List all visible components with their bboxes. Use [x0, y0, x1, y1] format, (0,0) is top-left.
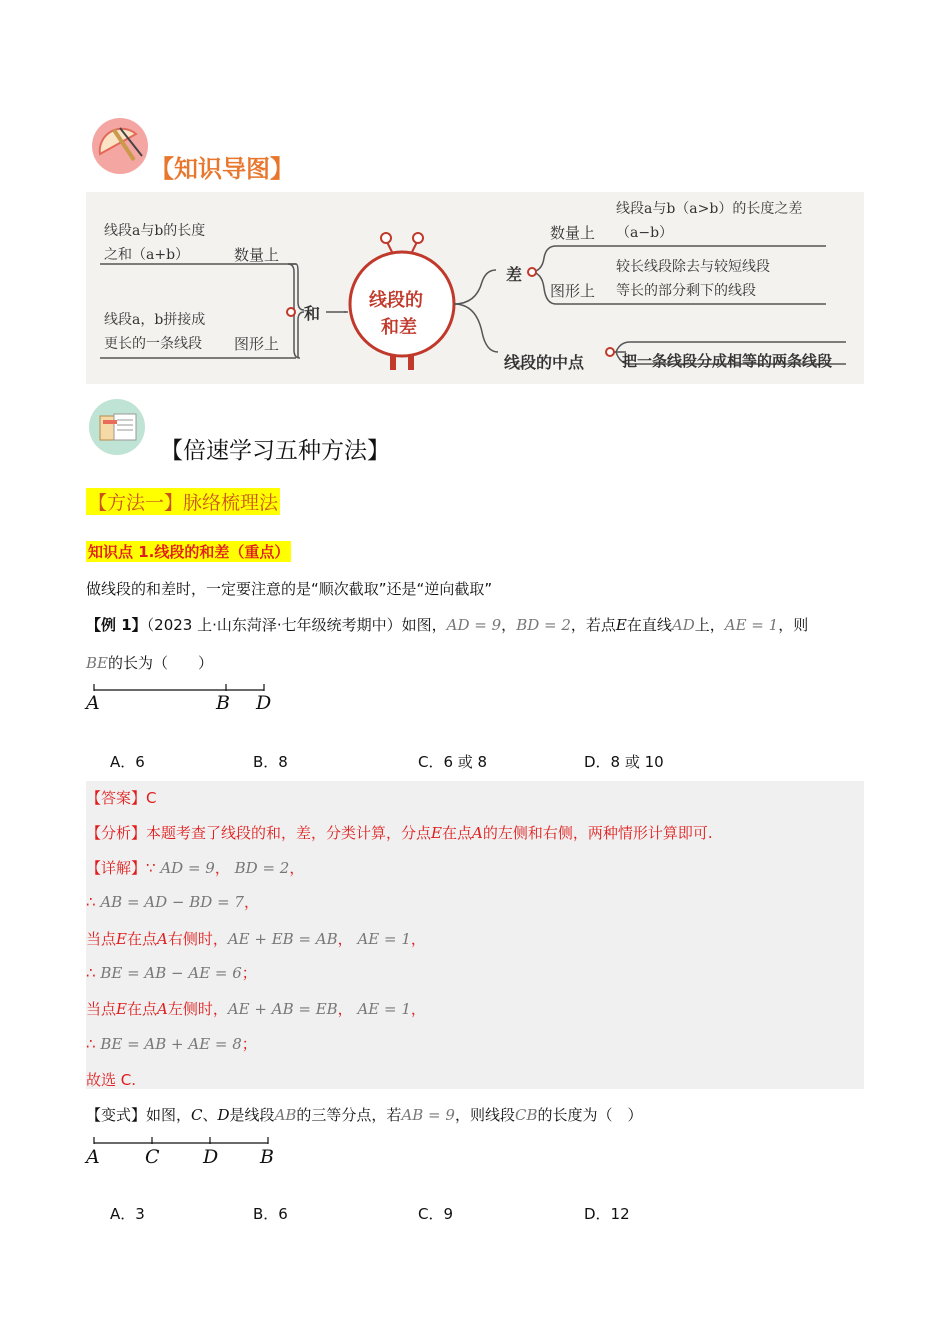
- mind-map: [86, 192, 864, 384]
- example1-option-d[interactable]: D．8 或 10: [584, 753, 664, 771]
- label-d: D: [256, 692, 272, 714]
- mm-left-top-line1: 线段a与b的长度: [104, 223, 206, 239]
- variant-point-d: D: [217, 1106, 230, 1124]
- therefore-symbol: ∴: [86, 964, 96, 982]
- knowledge-point-1: 知识点 1.线段的和差（重点）: [88, 543, 290, 561]
- variant-text4: 的长度为（ ）: [537, 1106, 643, 1124]
- detail-line: [86, 857, 304, 878]
- comma: ，: [410, 930, 426, 948]
- variant-text1: 是线段: [229, 1106, 275, 1124]
- mm-left-bottom-line1: 线段a，b拼接成: [104, 312, 206, 328]
- variant-prefix: 【变式】如图，: [86, 1106, 192, 1124]
- example1-option-a[interactable]: A．6: [110, 753, 145, 771]
- therefore-symbol: ∴: [86, 893, 96, 911]
- mm-right-mid-tag: 图形上: [550, 282, 596, 300]
- case1-text-a: 当点: [86, 930, 117, 948]
- comma: ，: [214, 859, 230, 877]
- example1-line1: [86, 614, 808, 635]
- analysis-point-a: A: [472, 824, 483, 842]
- example1-option-c[interactable]: C．6 或 8: [418, 753, 488, 771]
- variant-math-ab: AB: [274, 1106, 297, 1124]
- comma: ，: [243, 893, 259, 911]
- case2-point-a: A: [156, 1000, 168, 1018]
- final-choice: 故选 C.: [86, 1071, 137, 1089]
- semicolon: ；: [241, 964, 257, 982]
- example1-text6: 的长为（ ）: [107, 654, 213, 672]
- label-b: B: [216, 692, 230, 714]
- mm-right-mid-line2: 等长的部分剩下的线段: [616, 283, 756, 299]
- analysis-text-b: 在点: [441, 824, 472, 842]
- detail-ab-line: [86, 891, 259, 912]
- analysis-line: [86, 822, 713, 843]
- knowledge-map-title: 【知识导图】: [150, 155, 294, 183]
- example1-prefix: 【例 1】: [86, 616, 147, 634]
- case1-text-c: 右侧时，: [167, 930, 228, 948]
- answer-tag: 【答案】: [86, 789, 147, 807]
- variant-text3: ，则线段: [454, 1106, 515, 1124]
- detail-tag: 【详解】: [86, 859, 147, 877]
- analysis-point-e: E: [431, 824, 442, 842]
- example1-option-b[interactable]: B．8: [253, 753, 288, 771]
- detail-ad: AD = 9: [160, 859, 215, 877]
- mm-midpoint-desc: 把一条线段分成相等的两条线段: [622, 352, 833, 370]
- separator: 、: [202, 1106, 218, 1124]
- math-bd: BD = 2: [516, 616, 571, 634]
- result1: BE = AB − AE = 6: [100, 964, 242, 982]
- case1-line: [86, 928, 426, 949]
- case1-text-b: 在点: [126, 930, 157, 948]
- answer-line: [86, 787, 157, 808]
- protractor-icon: [90, 116, 150, 176]
- point-e: E: [615, 616, 627, 634]
- mm-and-label: 和: [304, 304, 321, 323]
- math-be: BE: [86, 654, 108, 672]
- variant-option-c[interactable]: C．9: [418, 1205, 454, 1223]
- example1-text5: ，则: [778, 616, 809, 634]
- mm-diff-label: 差: [506, 265, 523, 284]
- label-a: A: [86, 1146, 100, 1168]
- comma: ，: [337, 1000, 353, 1018]
- notebook-icon: [88, 398, 146, 456]
- detail-ab: AB = AD − BD = 7: [100, 893, 244, 911]
- analysis-text-c: 的左侧和右侧，两种情形计算即可.: [482, 824, 713, 842]
- variant-math-cb: CB: [514, 1106, 538, 1124]
- detail-bd: BD = 2: [234, 859, 290, 877]
- label-b: B: [260, 1146, 274, 1168]
- methods-title: 【倍速学习五种方法】: [160, 438, 390, 464]
- label-d: D: [203, 1146, 219, 1168]
- case2-eq: AE + AB = EB: [227, 1000, 338, 1018]
- variant-option-b[interactable]: B．6: [253, 1205, 288, 1223]
- case1-ae: AE = 1: [357, 930, 411, 948]
- mm-center-line2: 和差: [381, 317, 417, 338]
- mm-left-bottom-line2: 更长的一条线段: [104, 336, 202, 352]
- answer-value: C: [146, 789, 157, 807]
- variant-math-ab9: AB = 9: [401, 1106, 455, 1124]
- example1-text2: ，若点: [570, 616, 616, 634]
- mm-right-top-line1: 线段a与b（a>b）的长度之差: [616, 201, 803, 217]
- variant-point-c: C: [191, 1106, 203, 1124]
- segment-figure-2: [88, 1135, 278, 1149]
- label-c: C: [145, 1146, 160, 1168]
- case2-line: [86, 998, 426, 1019]
- math-ad: AD = 9: [446, 616, 502, 634]
- analysis-tag: 【分析】: [86, 824, 147, 842]
- math-ae: AE = 1: [724, 616, 779, 634]
- variant-option-d[interactable]: D．12: [584, 1205, 630, 1223]
- case1-point-a: A: [156, 930, 168, 948]
- variant-option-a[interactable]: A．3: [110, 1205, 145, 1223]
- sep: ，: [501, 616, 517, 634]
- mm-left-top-line2: 之和（a+b）: [104, 247, 190, 263]
- case1-eq: AE + EB = AB: [227, 930, 338, 948]
- example1-source: （2023 上·山东菏泽·七年级统考期中）如图，: [146, 616, 447, 634]
- mm-right-mid-line1: 较长线段除去与较短线段: [616, 259, 770, 275]
- mm-left-top-tag: 数量上: [234, 246, 280, 264]
- result1-line: [86, 962, 257, 983]
- case1-point-e: E: [116, 930, 127, 948]
- example1-text3: 在直线: [626, 616, 672, 634]
- mm-center-line1: 线段的: [369, 290, 423, 311]
- case2-text-b: 在点: [126, 1000, 157, 1018]
- therefore-symbol: ∴: [86, 1035, 96, 1053]
- example1-text4: 上，: [694, 616, 725, 634]
- case2-text-a: 当点: [86, 1000, 117, 1018]
- comma: ，: [410, 1000, 426, 1018]
- comma: ，: [289, 859, 305, 877]
- method1-heading: 【方法一】脉络梳理法: [86, 488, 280, 515]
- example1-line2: [86, 652, 213, 673]
- mm-left-bottom-tag: 图形上: [234, 335, 280, 353]
- analysis-text-a: 本题考查了线段的和，差，分类计算，分点: [146, 824, 432, 842]
- variant-line: [86, 1104, 642, 1125]
- label-a: A: [86, 692, 100, 714]
- case2-ae: AE = 1: [357, 1000, 411, 1018]
- result2: BE = AB + AE = 8: [100, 1035, 242, 1053]
- case2-text-c: 左侧时，: [167, 1000, 228, 1018]
- math-ad-line: AD: [671, 616, 695, 634]
- kp1-description: 做线段的和差时，一定要注意的是“顺次截取”还是“逆向截取”: [86, 580, 493, 598]
- mm-midpoint-label: 线段的中点: [504, 353, 585, 372]
- comma: ，: [337, 930, 353, 948]
- mm-right-top-tag: 数量上: [550, 224, 596, 242]
- case2-point-e: E: [116, 1000, 127, 1018]
- segment-figure-1: [88, 682, 278, 696]
- result2-line: [86, 1033, 257, 1054]
- because-symbol: ∵: [146, 859, 156, 877]
- mm-right-top-line2: （a−b）: [616, 225, 674, 241]
- variant-text2: 的三等分点，若: [296, 1106, 402, 1124]
- semicolon: ；: [241, 1035, 257, 1053]
